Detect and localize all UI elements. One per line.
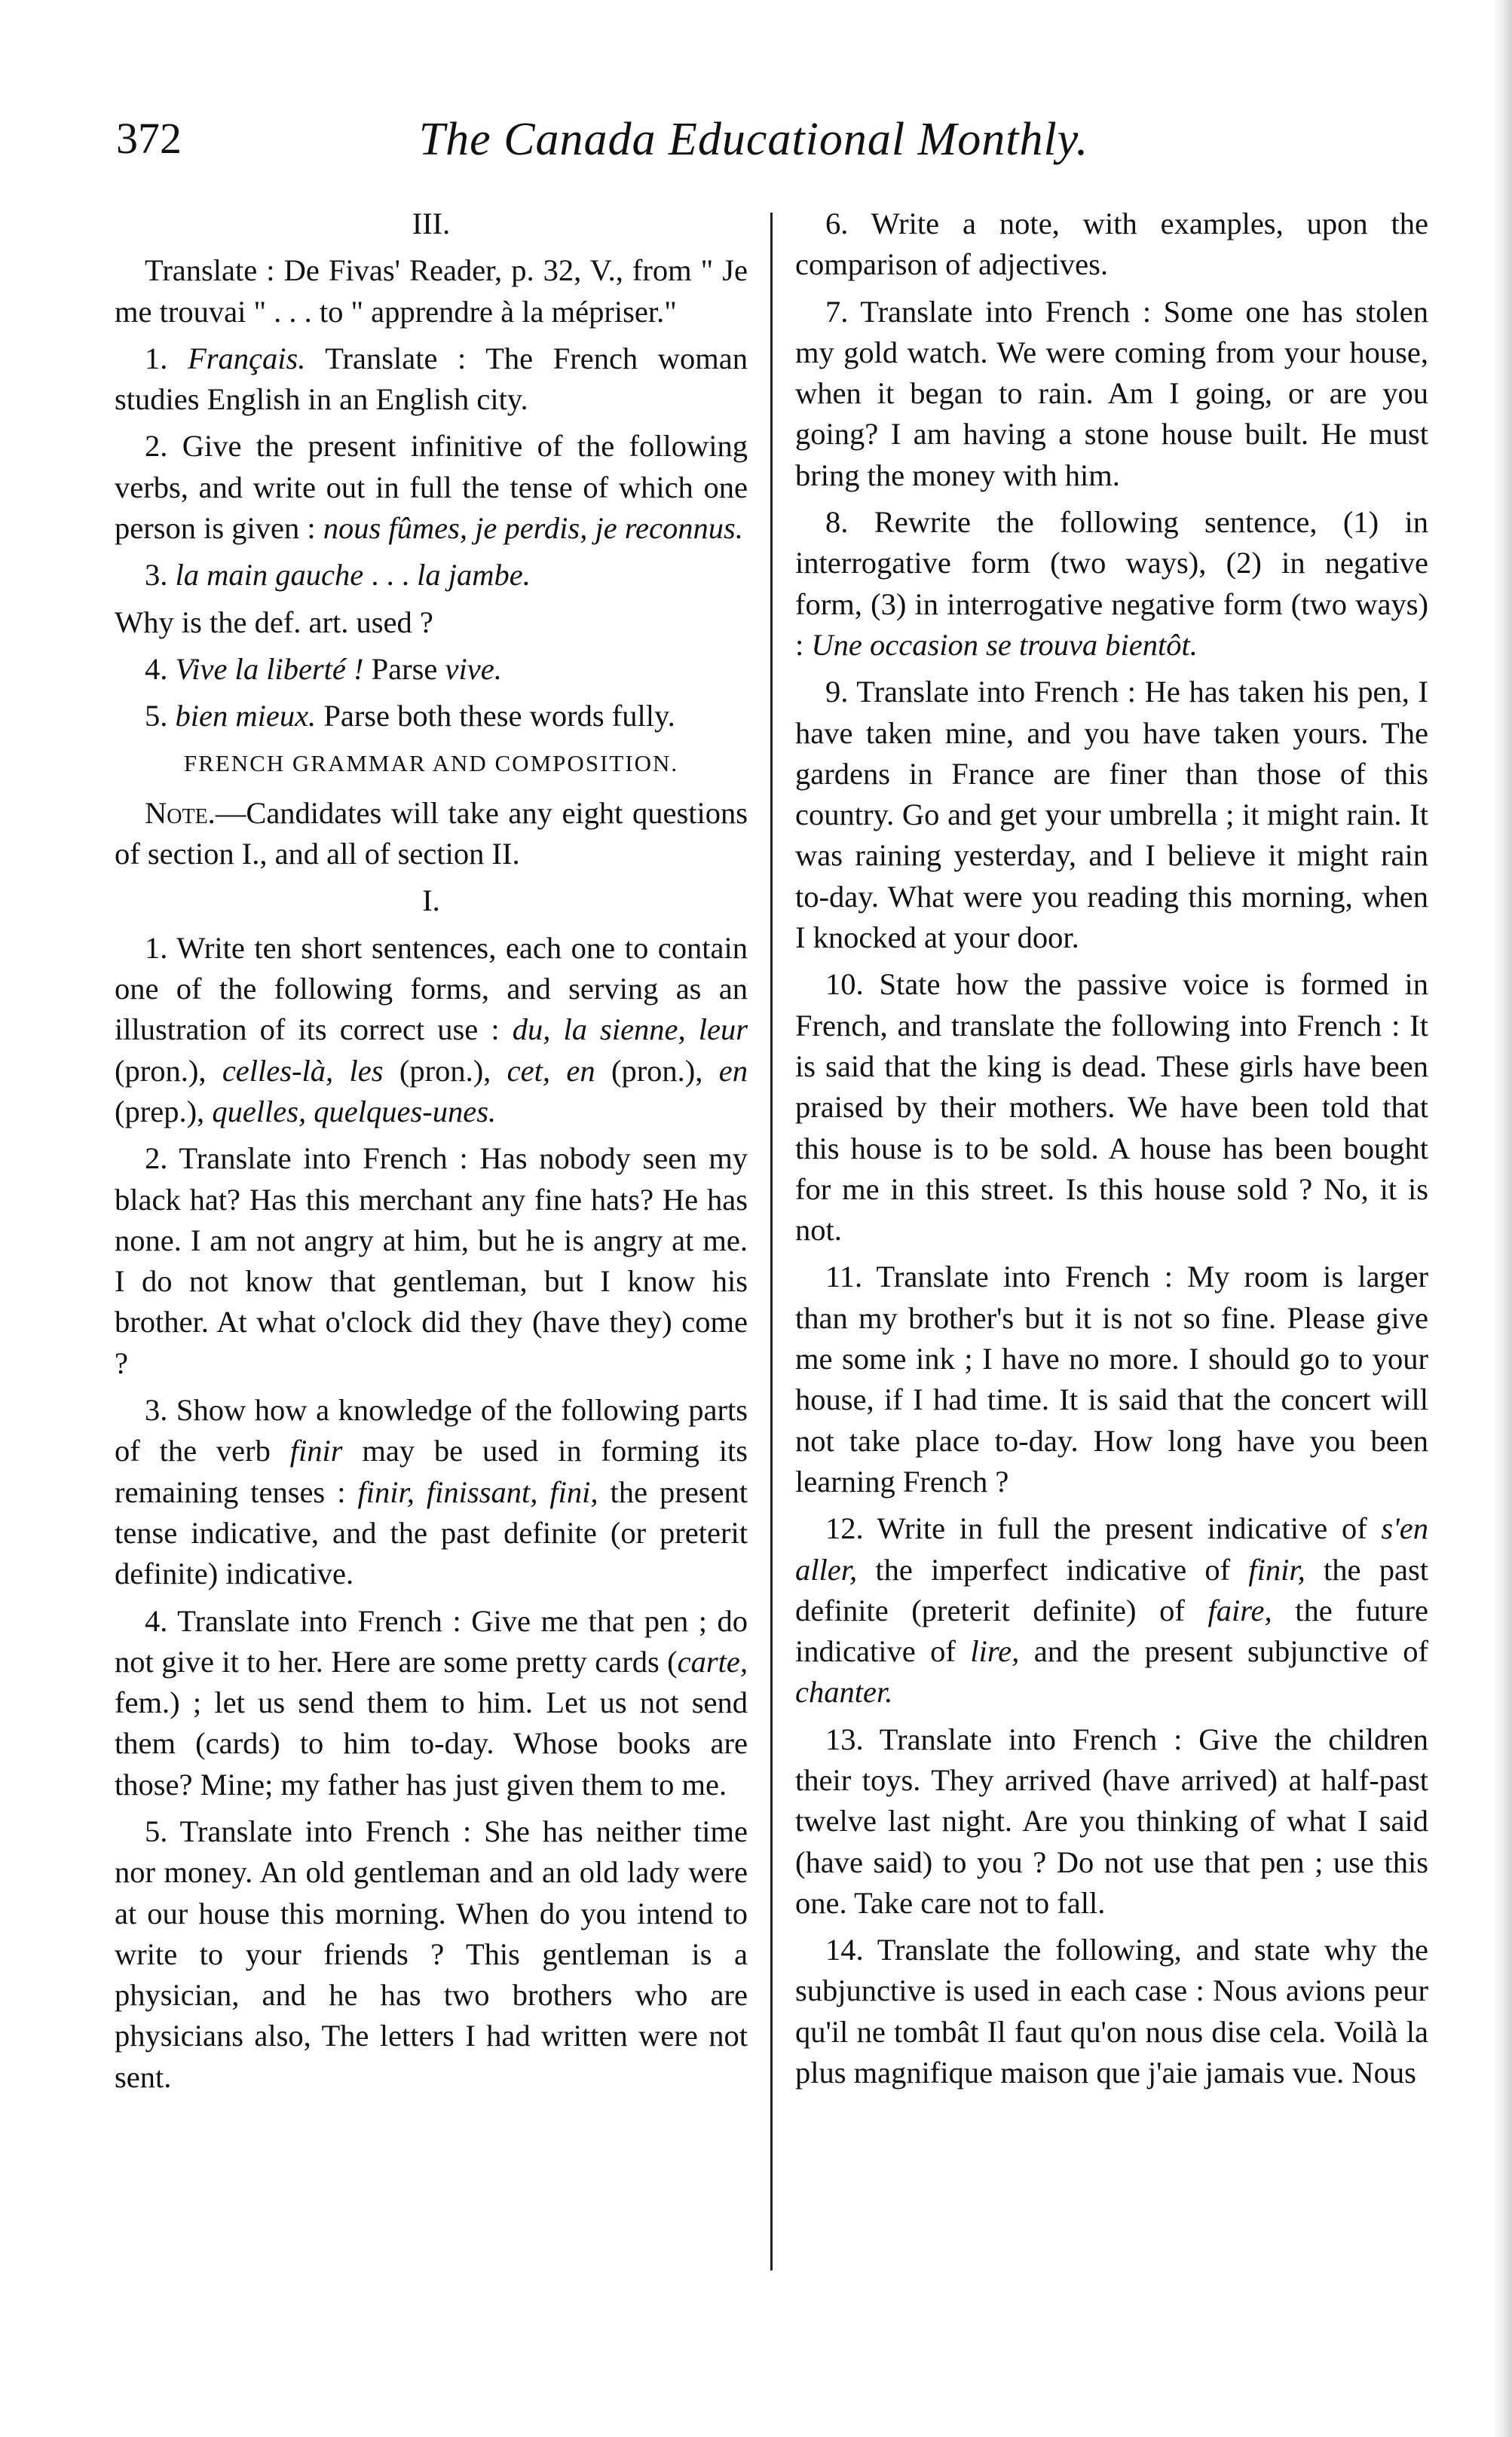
grammar-question-3: 3. Show how a knowledge of the following parts of the verb finir may be used in forming its remaining tenses : finir, finissant, fini, the present tense indicative, and the past definite (or preterit definite) indicative. <box>115 1393 748 1591</box>
grammar-question-13: 13. Translate into French : Give the children their toys. They arrived (have arrived) at half-past twelve last night. Are you thinking of what I said (have said) to you ? Do not use that pen ; use this one. Take care not to fall. <box>795 1722 1428 1920</box>
section-title-grammar: FRENCH GRAMMAR AND COMPOSITION. <box>183 749 679 776</box>
question-1: 1. Français. Translate : The French woman studies English in an English city. <box>115 341 748 417</box>
question-5: 5. bien mieux. Parse both these words fully. <box>145 699 675 733</box>
running-title: The Canada Educational Monthly. <box>418 114 1089 165</box>
grammar-question-9: 9. Translate into French : He has taken his pen, I have taken mine, and you have taken yours. The gardens in France are finer than those of this country. Go and get your umbrella ; it might rain. It was raining yesterday, and I believe it might rain to-day. What were you reading this morning, when I knocked at your door. <box>795 675 1428 955</box>
translate-instruction: Translate : De Fivas' Reader, p. 32, V., from " Je me trouvai " . . . to " apprendre à la mépriser." <box>115 253 748 329</box>
grammar-question-10: 10. State how the passive voice is formed in French, and translate the following into French : It is said that the king is dead. These girls have been praised by their mothers. We have been told that this house is to be sold. A house has been bought for me in this street. Is this house sold ? No, it is not. <box>795 967 1428 1248</box>
question-3: 3. la main gauche . . . la jambe. <box>145 558 531 592</box>
left-column <box>115 204 748 2104</box>
grammar-question-8: 8. Rewrite the following sentence, (1) in interrogative form (two ways), (2) in negative form, (3) in interrogative negative form (two ways) : Une occasion se trouva bientôt. <box>795 505 1428 662</box>
grammar-question-14: 14. Translate the following, and state why the subjunctive is used in each case : Nous avions peur qu'il ne tombât Il faut qu'on nous dise cela. Voilà la plus magnifique maison que j'aie jamais vue. Nous <box>795 1933 1428 2090</box>
grammar-question-4: 4. Translate into French : Give me that pen ; do not give it to her. Here are some pretty cards (carte, fem.) ; let us send them to him. Let us not send them (cards) to him to-day. Whose books are those? Mine; my father has just given them to me. <box>115 1603 748 1802</box>
question-3-followup: Why is the def. art. used ? <box>115 605 433 639</box>
section-heading-i: I. <box>422 883 440 918</box>
note: Note.—Candidates will take any eight questions of section I., and all of section II. <box>115 795 748 871</box>
right-column <box>795 204 1428 2099</box>
grammar-question-6: 6. Write a note, with examples, upon the comparison of adjectives. <box>795 207 1428 282</box>
grammar-question-11: 11. Translate into French : My room is larger than my brother's but it is not so fine. Please give me some ink ; I have no more. I should go to your house, if I had time. It is said that the concert will not take place to-day. How long have you been learning French ? <box>795 1260 1428 1499</box>
grammar-question-7: 7. Translate into French : Some one has stolen my gold watch. We were coming from your house, when it began to rain. Am I going, or are you going? I am having a stone house built. He must bring the money with him. <box>795 294 1428 492</box>
question-2: 2. Give the present infinitive of the following verbs, and write out in full the tense of which one person is given : nous fûmes, je perdis, je reconnus. <box>115 429 748 546</box>
grammar-question-2: 2. Translate into French : Has nobody seen my black hat? Has this merchant any fine hats? He has none. I am not angry at him, but he is angry at me. I do not know that gentleman, but I know his brother. At what o'clock did they (have they) come ? <box>115 1141 748 1380</box>
grammar-question-12: 12. Write in full the present indicative of s'en aller, the imperfect indicative of finir, the past definite (preterit definite) of faire, the future indicative of lire, and the present subjunctive of chanter. <box>795 1511 1429 1710</box>
column-divider <box>770 213 773 2270</box>
page-number: 372 <box>116 114 182 163</box>
scan-edge <box>1492 0 1512 2437</box>
grammar-question-1: 1. Write ten short sentences, each one to contain one of the following forms, and serving as an illustration of its correct use : du, la sienne, leur (pron.), celles-là, les (pron.), cet, en (pron.), en (prep.), quelles, quelques-unes. <box>115 930 748 1128</box>
grammar-question-5: 5. Translate into French : She has neither time nor money. An old gentleman and an old lady were at our house this morning. When do you intend to write to your friends ? This gentleman is a physician, and he has two brothers who are physicians also, The letters I had written were not sent. <box>115 1814 748 2094</box>
page-header <box>113 113 1394 196</box>
question-4: 4. Vive la liberté ! Parse vive. <box>145 651 502 686</box>
section-heading-iii: III. <box>412 207 451 240</box>
